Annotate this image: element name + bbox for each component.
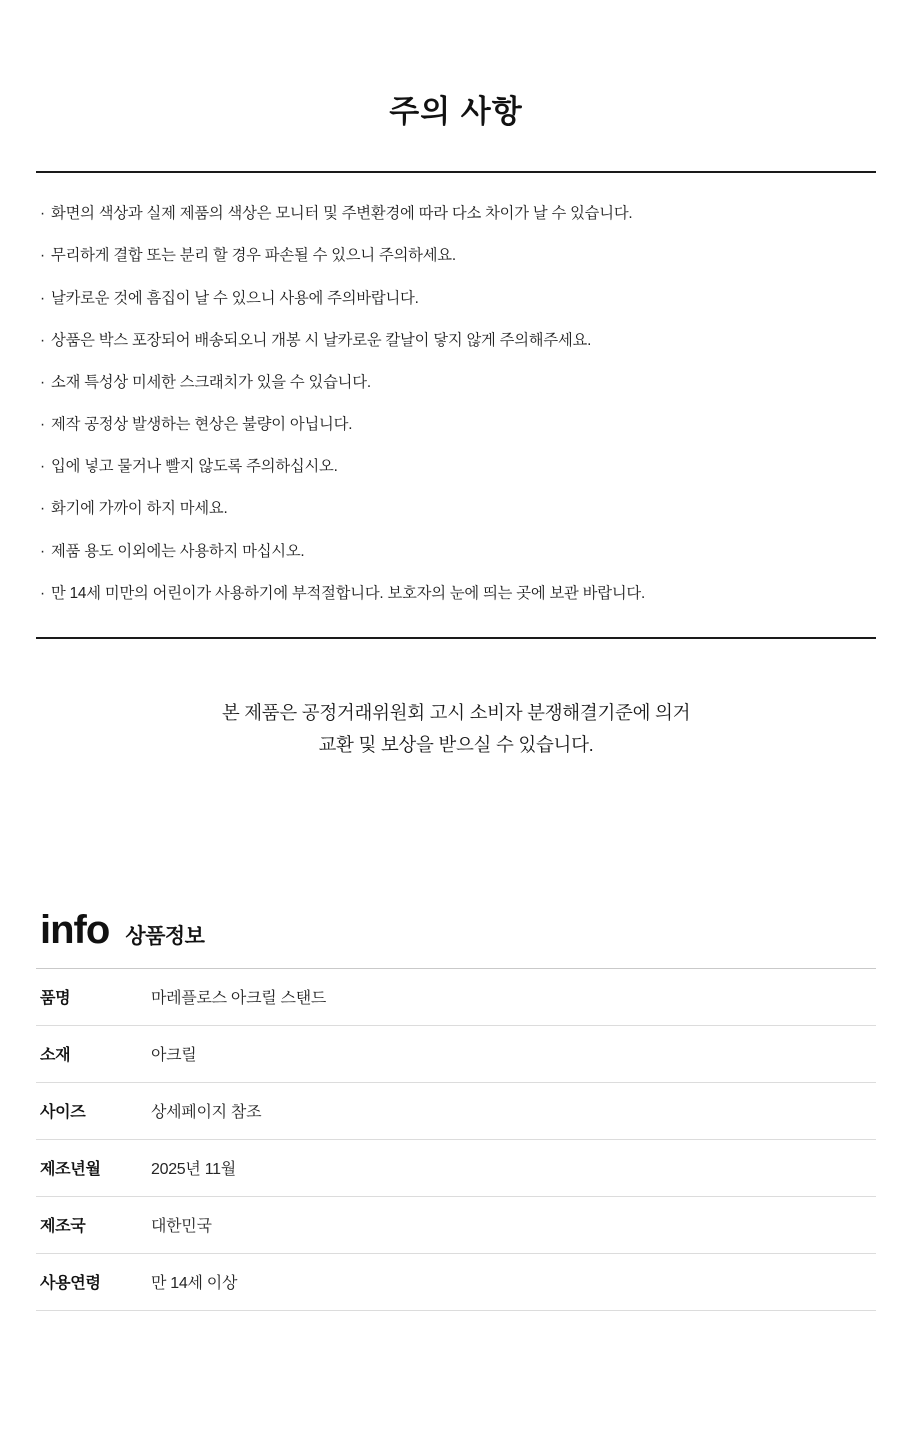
list-item — [40, 583, 876, 625]
bullet-icon: · — [40, 289, 45, 307]
bullet-icon: · — [40, 458, 45, 476]
list-item — [40, 203, 876, 245]
table-row — [36, 1082, 876, 1139]
row-key: 품명 — [36, 968, 149, 1025]
list-item-text: 제작 공정상 발생하는 현상은 불량이 아닙니다. — [51, 416, 353, 434]
list-item-text: 무리하게 결합 또는 분리 할 경우 파손될 수 있으니 주의하세요. — [51, 247, 456, 265]
caution-list — [36, 173, 876, 625]
bullet-icon: · — [40, 373, 45, 391]
bullet-icon: · — [40, 584, 45, 602]
table-row — [36, 1196, 876, 1253]
table-row — [36, 1253, 876, 1310]
list-item — [40, 288, 876, 330]
list-item — [40, 414, 876, 456]
statement-line-1: 본 제품은 공정거래위원회 고시 소비자 분쟁해결기준에 의거 — [221, 701, 691, 723]
list-item — [40, 456, 876, 498]
row-value: 상세페이지 참조 — [149, 1082, 876, 1139]
table-row — [36, 1139, 876, 1196]
info-heading-word: info — [40, 907, 110, 952]
row-key: 제조국 — [36, 1196, 149, 1253]
table-row — [36, 968, 876, 1025]
list-item-text: 만 14세 미만의 어린이가 사용하기에 부적절합니다. 보호자의 눈에 띄는 곳에 보관 바랍니다. — [51, 584, 646, 602]
info-heading-korean: 상품정보 — [125, 924, 205, 948]
row-value: 만 14세 이상 — [149, 1253, 876, 1310]
row-value: 2025년 11월 — [149, 1139, 876, 1196]
row-value: 대한민국 — [149, 1196, 876, 1253]
list-item — [40, 330, 876, 372]
row-key: 소재 — [36, 1025, 149, 1082]
list-item-text: 화면의 색상과 실제 제품의 색상은 모니터 및 주변환경에 따라 다소 차이가 날 수 있습니다. — [51, 205, 633, 223]
bullet-icon: · — [40, 416, 45, 434]
row-key: 사용연령 — [36, 1253, 149, 1310]
list-item-text: 입에 넣고 물거나 빨지 않도록 주의하십시오. — [51, 458, 338, 476]
page-title: 주의 사항 — [389, 94, 523, 129]
statement-line-2: 교환 및 보상을 받으실 수 있습니다. — [318, 734, 594, 756]
row-key: 제조년월 — [36, 1139, 149, 1196]
row-value: 마레플로스 아크릴 스탠드 — [149, 968, 876, 1025]
list-item-text: 소재 특성상 미세한 스크래치가 있을 수 있습니다. — [51, 373, 371, 391]
row-key: 사이즈 — [36, 1082, 149, 1139]
product-info-table — [36, 968, 876, 1311]
bullet-icon: · — [40, 542, 45, 560]
bullet-icon: · — [40, 205, 45, 223]
consumer-dispute-statement — [36, 639, 876, 762]
table-row — [36, 1025, 876, 1082]
product-info-heading — [36, 907, 876, 952]
bullet-icon: · — [40, 331, 45, 349]
list-item — [40, 372, 876, 414]
list-item-text: 화기에 가까이 하지 마세요. — [51, 500, 228, 518]
list-item — [40, 541, 876, 583]
list-item-text: 날카로운 것에 흠집이 날 수 있으니 사용에 주의바랍니다. — [51, 289, 419, 307]
row-value: 아크릴 — [149, 1025, 876, 1082]
product-info-section — [36, 762, 876, 1311]
bullet-icon: · — [40, 500, 45, 518]
list-item-text: 상품은 박스 포장되어 배송되오니 개봉 시 날카로운 칼날이 닿지 않게 주의해주세요. — [51, 331, 592, 349]
list-item-text: 제품 용도 이외에는 사용하지 마십시오. — [51, 542, 305, 560]
list-item — [40, 245, 876, 287]
bullet-icon: · — [40, 247, 45, 265]
list-item — [40, 498, 876, 540]
